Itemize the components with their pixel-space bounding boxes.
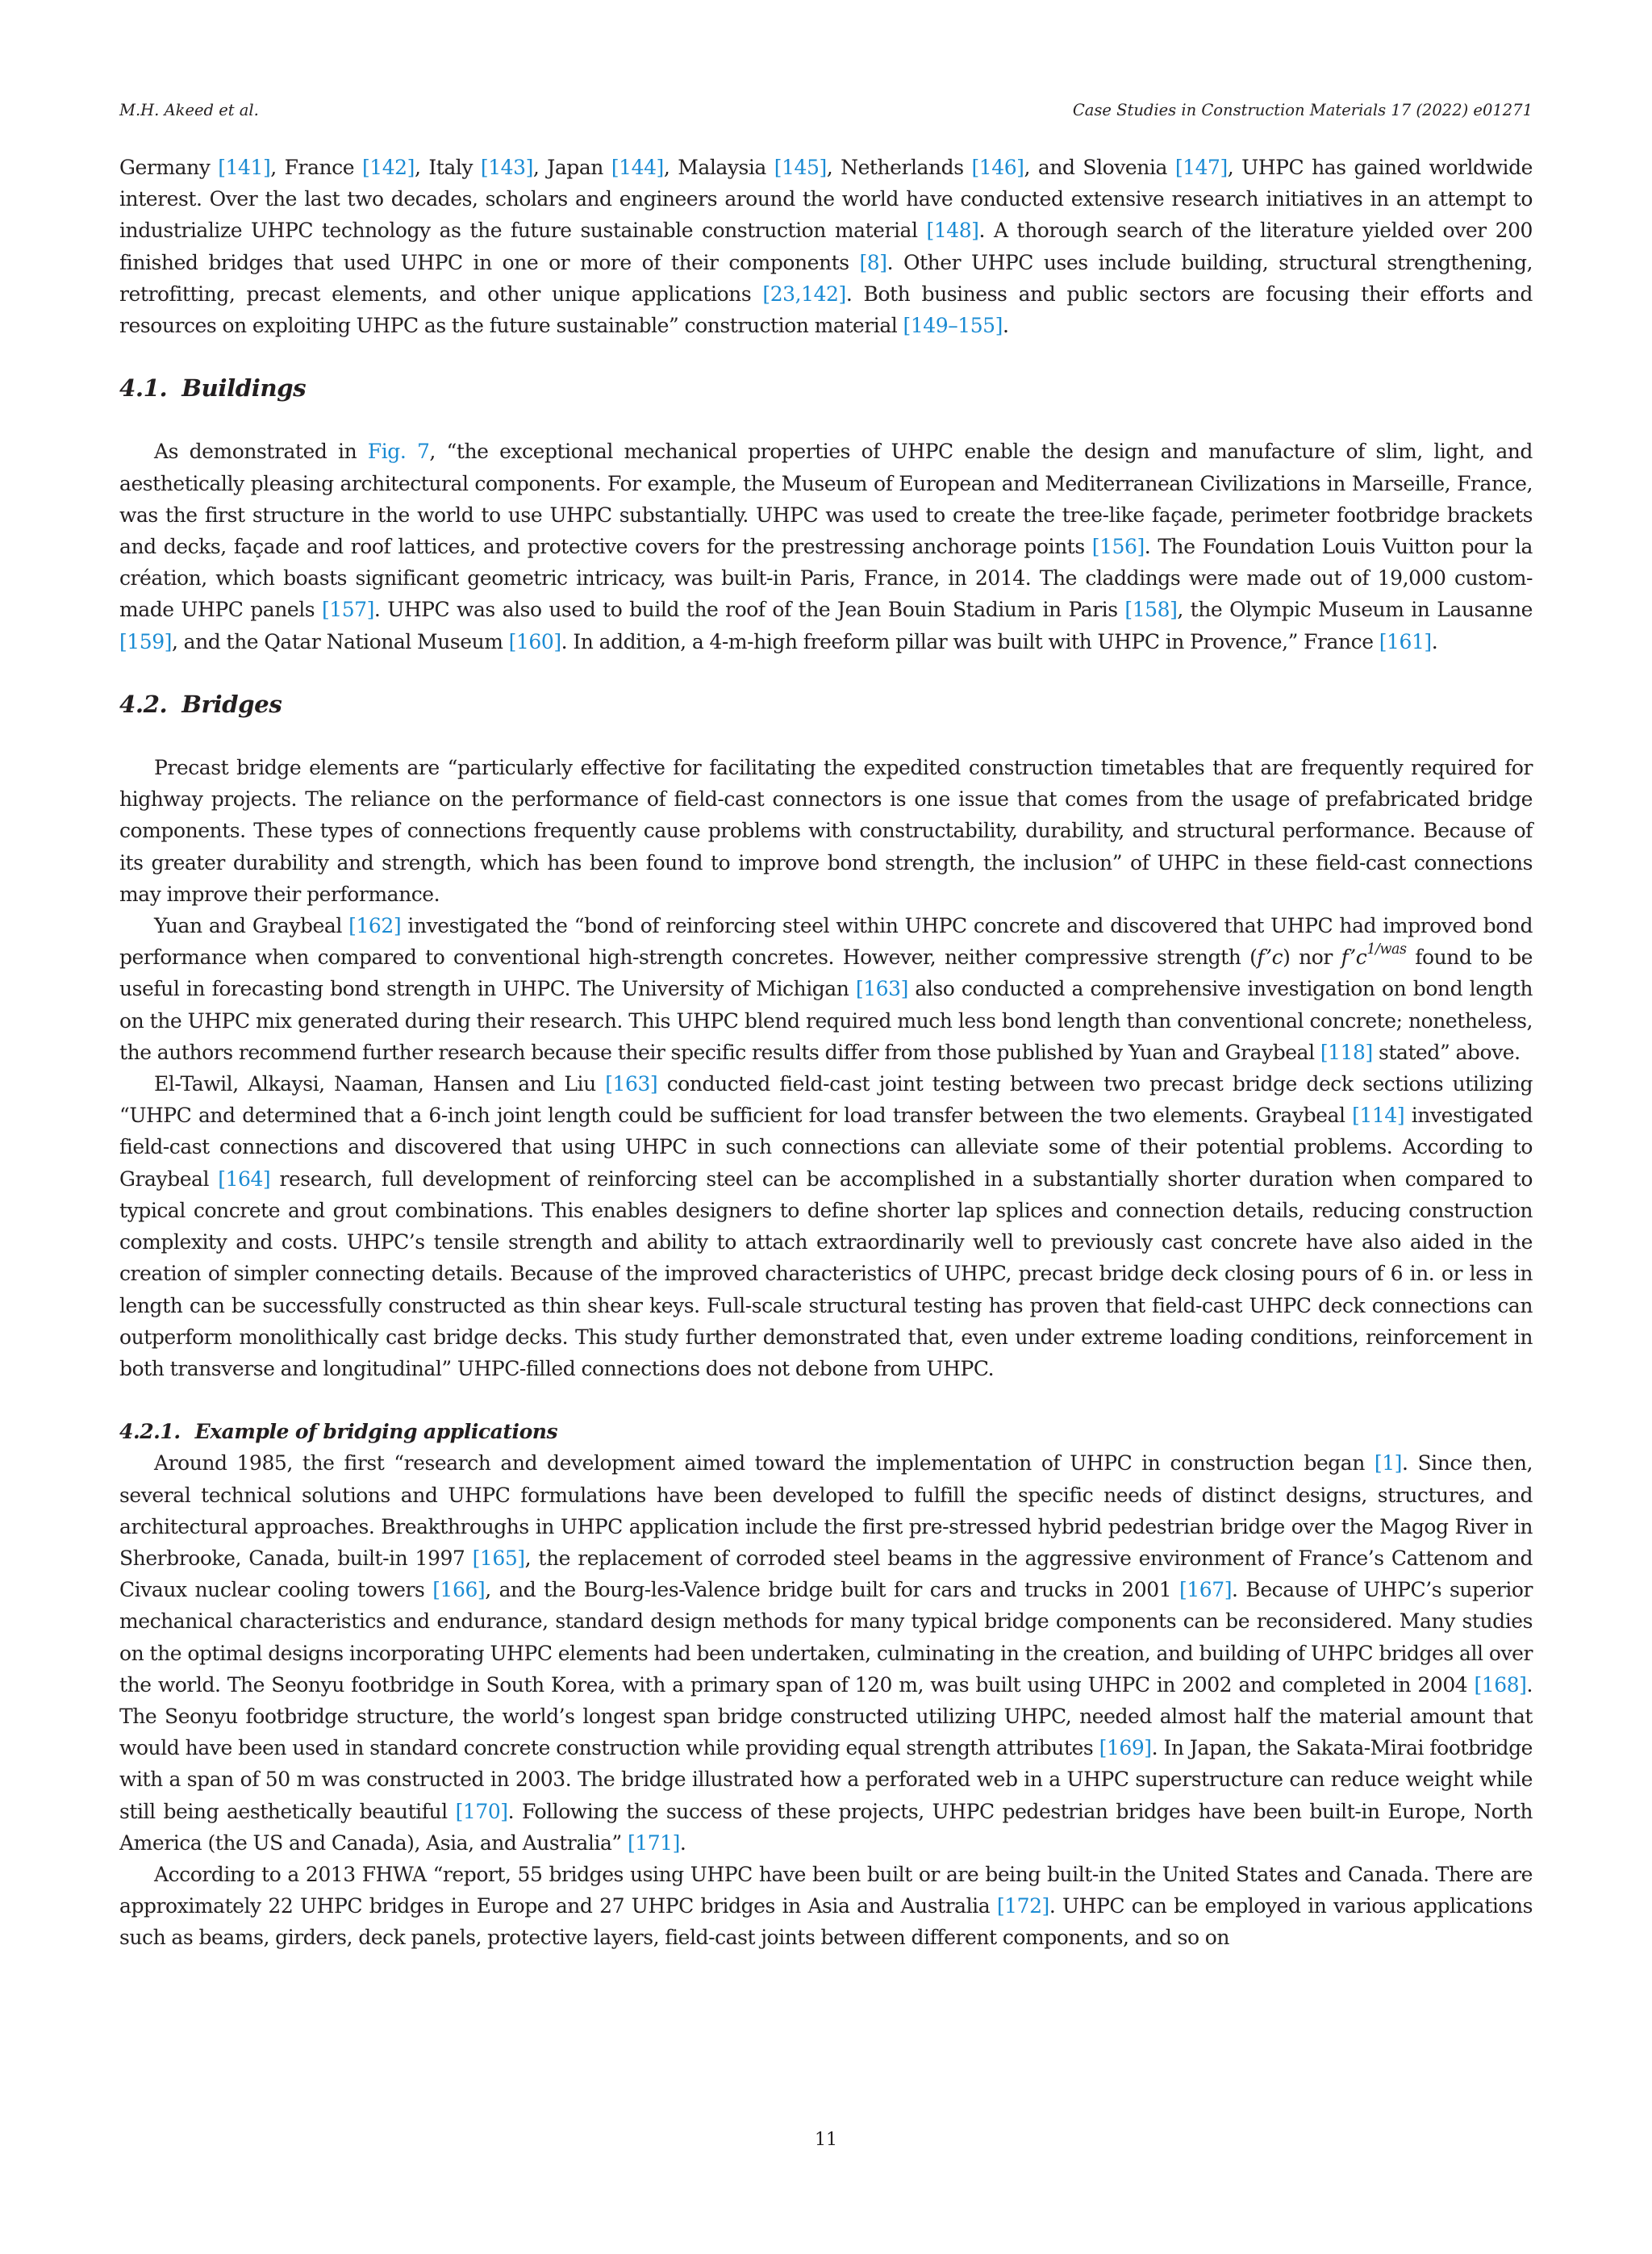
citation-link[interactable]: [118] xyxy=(1320,1040,1373,1064)
bridging-applications-paragraph-2: According to a 2013 FHWA “report, 55 bridges using UHPC have been built or are being built-in the United States and Canada. There are approximately 22 UHPC bridges in Europe and 27 UHPC bridges in Asia and Australia [172]. UHPC can be employed in various applications such as beams, girders, deck panels, protective layers, field-cast joints between different components, and so on xyxy=(119,1862,1533,1950)
citation-link[interactable]: [146] xyxy=(971,156,1024,179)
bridging-applications-paragraph-1: Around 1985, the first “research and development aimed toward the implementation of UHPC in construction began [1]. Since then, several technical solutions and UHPC formulations have been developed to fulfill the specific needs of distinct designs, structures, and architectural approaches. Breakthroughs in UHPC application include the first pre-stressed hybrid pedestrian bridge over the Magog River in Sherbrooke, Canada, built-in 1997 [165], the replacement of corroded steel beams in the aggressive environment of France’s Cattenom and Civaux nuclear cooling towers [166], and the Bourg-les-Valence bridge built for cars and trucks in 2001 [167]. Because of UHPC’s superior mechanical characteristics and endurance, standard design methods for many typical bridge components can be reconsidered. Many studies on the optimal designs incorporating UHPC elements had been undertaken, culminating in the creation, and building of UHPC bridges all over the world. The Seonyu footbridge in South Korea, with a primary span of 120 m, was built using UHPC in 2002 and completed in 2004 [168]. The Seonyu footbridge structure, the world’s longest span bridge constructed utilizing UHPC, needed almost half the material amount that would have been used in standard concrete construction while providing equal strength attributes [169]. In Japan, the Sakata-Mirai footbridge with a span of 50 m was constructed in 2003. The bridge illustrated how a perforated web in a UHPC superstructure can reduce weight while still being aesthetically beautiful [170]. Following the success of these projects, UHPC pedestrian bridges have been built-in Europe, North America (the US and Canada), Asia, and Australia” [171]. xyxy=(119,1451,1533,1855)
citation-link[interactable]: [171] xyxy=(627,1830,680,1855)
citation-link[interactable]: [172] xyxy=(996,1894,1049,1918)
citation-link[interactable]: [142] xyxy=(361,156,415,179)
page-number: 11 xyxy=(815,2130,837,2150)
citation-link[interactable]: [163] xyxy=(605,1072,658,1096)
citation-link[interactable]: [166] xyxy=(432,1578,486,1602)
citation-link[interactable]: [156] xyxy=(1091,535,1145,559)
citation-link[interactable]: [145] xyxy=(774,156,827,179)
intro-paragraph: Germany [141], France [142], Italy [143], Japan [144], Malaysia [145], Netherlands [146], and Slovenia [147], UHPC has gained worldwide interest. Over the last two decades, scholars and engineers around the world have conducted extensive research initiatives in an attempt to industrialize UHPC technology as the future sustainable construction material [148]. A thorough search of the literature yielded over 200 finished bridges that used UHPC in one or more of their components [8]. Other UHPC uses include building, structural strengthening, retrofitting, precast elements, and other unique applications [23,142]. Both business and public sectors are focusing their efforts and resources on exploiting UHPC as the future sustainable” construction material [149–155]. xyxy=(119,156,1533,338)
section-heading-buildings: 4.1. Buildings xyxy=(119,374,307,403)
citation-link[interactable]: [144] xyxy=(611,156,664,179)
bridges-paragraph-3: El-Tawil, Alkaysi, Naaman, Hansen and Liu [163] conducted field-cast joint testing between two precast bridge deck sections utilizing “UHPC and determined that a 6-inch joint length could be sufficient for load transfer between the two elements. Graybeal [114] investigated field-cast connections and discovered that using UHPC in such connections can alleviate some of their potential problems. According to Graybeal [164] research, full development of reinforcing steel can be accomplished in a substantially shorter duration when compared to typical concrete and grout combinations. This enables designers to define shorter lap splices and connection details, reducing construction complexity and costs. UHPC’s tensile strength and ability to attach extraordinarily well to previously cast concrete have also aided in the creation of simpler connecting details. Because of the improved characteristics of UHPC, precast bridge deck closing pours of 6 in. or less in length can be successfully constructed as thin shear keys. Full-scale structural testing has proven that field-cast UHPC deck connections can outperform monolithically cast bridge decks. This study further demonstrated that, even under extreme loading conditions, reinforcement in both transverse and longitudinal” UHPC-filled connections does not debone from UHPC. xyxy=(119,1072,1533,1380)
citation-link[interactable]: [164] xyxy=(218,1167,271,1191)
citation-link[interactable]: [23,142] xyxy=(762,282,846,306)
citation-link[interactable]: [170] xyxy=(455,1799,508,1823)
citation-link[interactable]: [168] xyxy=(1474,1672,1527,1697)
bridges-paragraph-1: Precast bridge elements are “particularly effective for facilitating the expedited construction timetables that are frequently required for highway projects. The reliance on the performance of field-cast connectors is one issue that comes from the usage of prefabricated bridge components. These types of connections frequently cause problems with constructability, durability, and structural performance. Because of its greater durability and strength, which has been found to improve bond strength, the inclusion” of UHPC in these field-cast connections may improve their performance. xyxy=(119,756,1533,906)
citation-link[interactable]: [165] xyxy=(472,1546,525,1570)
citation-link[interactable]: [143] xyxy=(480,156,533,179)
citation-link[interactable]: [159] xyxy=(119,629,172,653)
citation-link[interactable]: [162] xyxy=(348,914,402,938)
bridges-paragraph-2: Yuan and Graybeal [162] investigated the “bond of reinforcing steel within UHPC concrete and discovered that UHPC had improved bond performance when compared to conventional high-strength concretes. However, neither compressive strength (f’c) nor $f’c^{1/was}$ found to be useful in forecasting bond strength in UHPC. The University of Michigan [163] also conducted a comprehensive investigation on bond length on the UHPC mix generated during their research. This UHPC blend required much less bond length than conventional concrete; nonetheless, the authors recommend further research because their specific results differ from those published by Yuan and Graybeal [118] stated” above. xyxy=(119,914,1533,1064)
citation-link[interactable]: [167] xyxy=(1179,1578,1233,1602)
subsection-heading-bridging-applications: 4.2.1. Example of bridging applications xyxy=(119,1420,558,1444)
citation-link[interactable]: [148] xyxy=(926,219,979,243)
figure-link[interactable]: Fig. 7 xyxy=(367,440,430,464)
citation-link[interactable]: [8] xyxy=(859,250,887,274)
section-heading-bridges: 4.2. Bridges xyxy=(119,690,282,718)
math-fc: f’c xyxy=(1257,945,1283,970)
citation-link[interactable]: [114] xyxy=(1352,1104,1405,1128)
citation-link[interactable]: [163] xyxy=(855,977,908,1001)
citation-link[interactable]: [161] xyxy=(1379,629,1432,653)
citation-link[interactable]: [157] xyxy=(321,598,374,622)
math-fc-power: $f’c^{1/was}$ xyxy=(1341,941,1407,970)
citation-link[interactable]: [1] xyxy=(1374,1451,1402,1476)
citation-link[interactable]: [160] xyxy=(508,629,561,653)
citation-link[interactable]: [147] xyxy=(1174,156,1228,179)
citation-link[interactable]: [169] xyxy=(1099,1736,1152,1760)
running-head-authors: M.H. Akeed et al. xyxy=(119,101,259,119)
article-body xyxy=(119,152,1533,1954)
citation-link[interactable]: [149–155] xyxy=(903,314,1003,338)
citation-link[interactable]: [158] xyxy=(1124,598,1178,622)
running-head-journal: Case Studies in Construction Materials 17 (2022) e01271 xyxy=(1072,101,1533,119)
citation-link[interactable]: [141] xyxy=(218,156,271,179)
buildings-paragraph: As demonstrated in Fig. 7, “the exceptional mechanical properties of UHPC enable the design and manufacture of slim, light, and aesthetically pleasing architectural components. For example, the Museum of European and Mediterranean Civilizations in Marseille, France, was the first structure in the world to use UHPC substantially. UHPC was used to create the tree-like façade, perimeter footbridge brackets and decks, façade and roof lattices, and protective covers for the prestressing anchorage points [156]. The Foundation Louis Vuitton pour la création, which boasts significant geometric intricacy, was built-in Paris, France, in 2014. The claddings were made out of 19,000 custom-made UHPC panels [157]. UHPC was also used to build the roof of the Jean Bouin Stadium in Paris [158], the Olympic Museum in Lausanne [159], and the Qatar National Museum [160]. In addition, a 4-m-high freeform pillar was built with UHPC in Provence,” France [161]. xyxy=(119,440,1533,653)
